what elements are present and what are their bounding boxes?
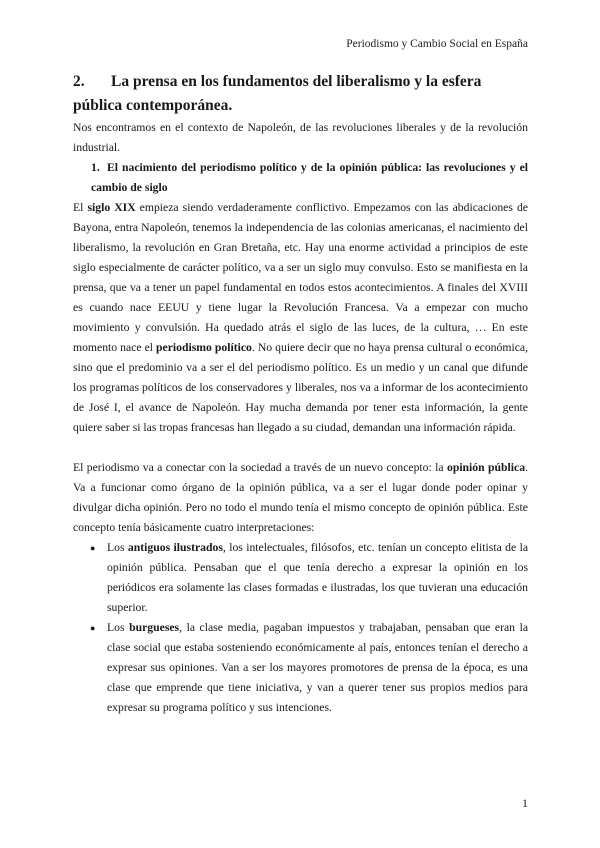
bold-term: antiguos ilustrados bbox=[127, 541, 223, 554]
text-run: , los intelectuales, filósofos, etc. tenían un concepto elitista de la opinión pública. Pensaban que el que tenía derecho a expresar la opinión en los periódicos era solamente las clases formadas e ilustradas, los que tuvieran una educación superior. bbox=[107, 541, 529, 614]
subsection-number: 1. bbox=[91, 161, 100, 174]
bold-term: periodismo político bbox=[156, 341, 252, 354]
text-run: empieza siendo verdaderamente conflictivo. Empezamos con las abdicaciones de Bayona, entra Napoleón, tenemos la independencia de las colonias americanas, el nacimiento del liberalismo, la revolución en Gran Bretaña, etc. Hay una enorme actividad a principios de este siglo especialmente de carácter político, va a ser un siglo muy convulso. Esto se manifiesta en la prensa, que va a tener un papel fundamental en todos estos acontecimientos. A finales del XVIII es cuando nace EEUU y tiene lugar la Revolución Francesa. Va a empezar con mucho movimiento y convulsión. Ha quedado atrás el siglo de las luces, de la cultura, … En este momento nace el bbox=[73, 201, 528, 354]
bold-term: burgueses bbox=[129, 621, 180, 634]
paragraph-spacer bbox=[73, 438, 528, 458]
paragraph-siglo-xix bbox=[73, 198, 528, 438]
section-intro: Nos encontramos en el contexto de Napoleón, de las revoluciones liberales y de la revolución industrial. bbox=[73, 121, 528, 154]
list-item bbox=[73, 538, 528, 618]
subsection-heading bbox=[91, 158, 528, 198]
paragraph-opinion-publica bbox=[73, 458, 528, 538]
bold-term: opinión pública bbox=[446, 461, 526, 474]
running-header: Periodismo y Cambio Social en España bbox=[346, 38, 528, 50]
text-run: Los bbox=[107, 621, 130, 634]
text-run: , la clase media, pagaban impuestos y trabajaban, pensaban que eran la clase social que estaba sosteniendo económicamente al país, entonces tenían el derecho a expresar sus opiniones. Van a ser los mayores promotores de prensa de la época, es una clase que emprende que tiene iniciativa, y van a querer tener sus propios medios para expresar su programa político y sus intenciones. bbox=[107, 621, 529, 714]
section-heading bbox=[73, 70, 528, 118]
page-content bbox=[73, 70, 528, 718]
text-run: . Va a funcionar como órgano de la opinión pública, va a ser el lugar donde poder opinar y divulgar dicha opinión. Pero no todo el mundo tenía el mismo concepto de opinión pública. Este concepto tenía básicamente cuatro interpretaciones: bbox=[73, 461, 528, 534]
list-item bbox=[73, 618, 528, 718]
bullet-icon: ● bbox=[90, 623, 96, 633]
bullet-icon: ● bbox=[90, 543, 96, 553]
text-run: Los bbox=[107, 541, 128, 554]
section-number: 2. bbox=[73, 73, 85, 90]
text-run: . No quiere decir que no haya prensa cultural o económica, sino que el predominio va a ser el del periodismo político. Es un medio y un canal que difunde los programas políticos de los conservadores y liberales, nos va a informar de los acontecimiento de José I, el avance de Napoleón. Hay mucha demanda por tener esta información, la gente quiere saber si las tropas francesas han llegado a su ciudad, demandan una información rápida. bbox=[73, 341, 528, 434]
bold-term: siglo XIX bbox=[87, 201, 136, 214]
text-run: El periodismo va a conectar con la sociedad a través de un nuevo concepto: la bbox=[73, 461, 447, 474]
section-title: La prensa en los fundamentos del liberalismo y la esfera pública contemporánea. bbox=[73, 73, 482, 114]
text-run: El bbox=[73, 201, 88, 214]
subsection-title: El nacimiento del periodismo político y de la opinión pública: las revoluciones y el cambio de siglo bbox=[91, 161, 528, 194]
page-number: 1 bbox=[522, 796, 528, 810]
interpretations-list bbox=[73, 538, 528, 718]
